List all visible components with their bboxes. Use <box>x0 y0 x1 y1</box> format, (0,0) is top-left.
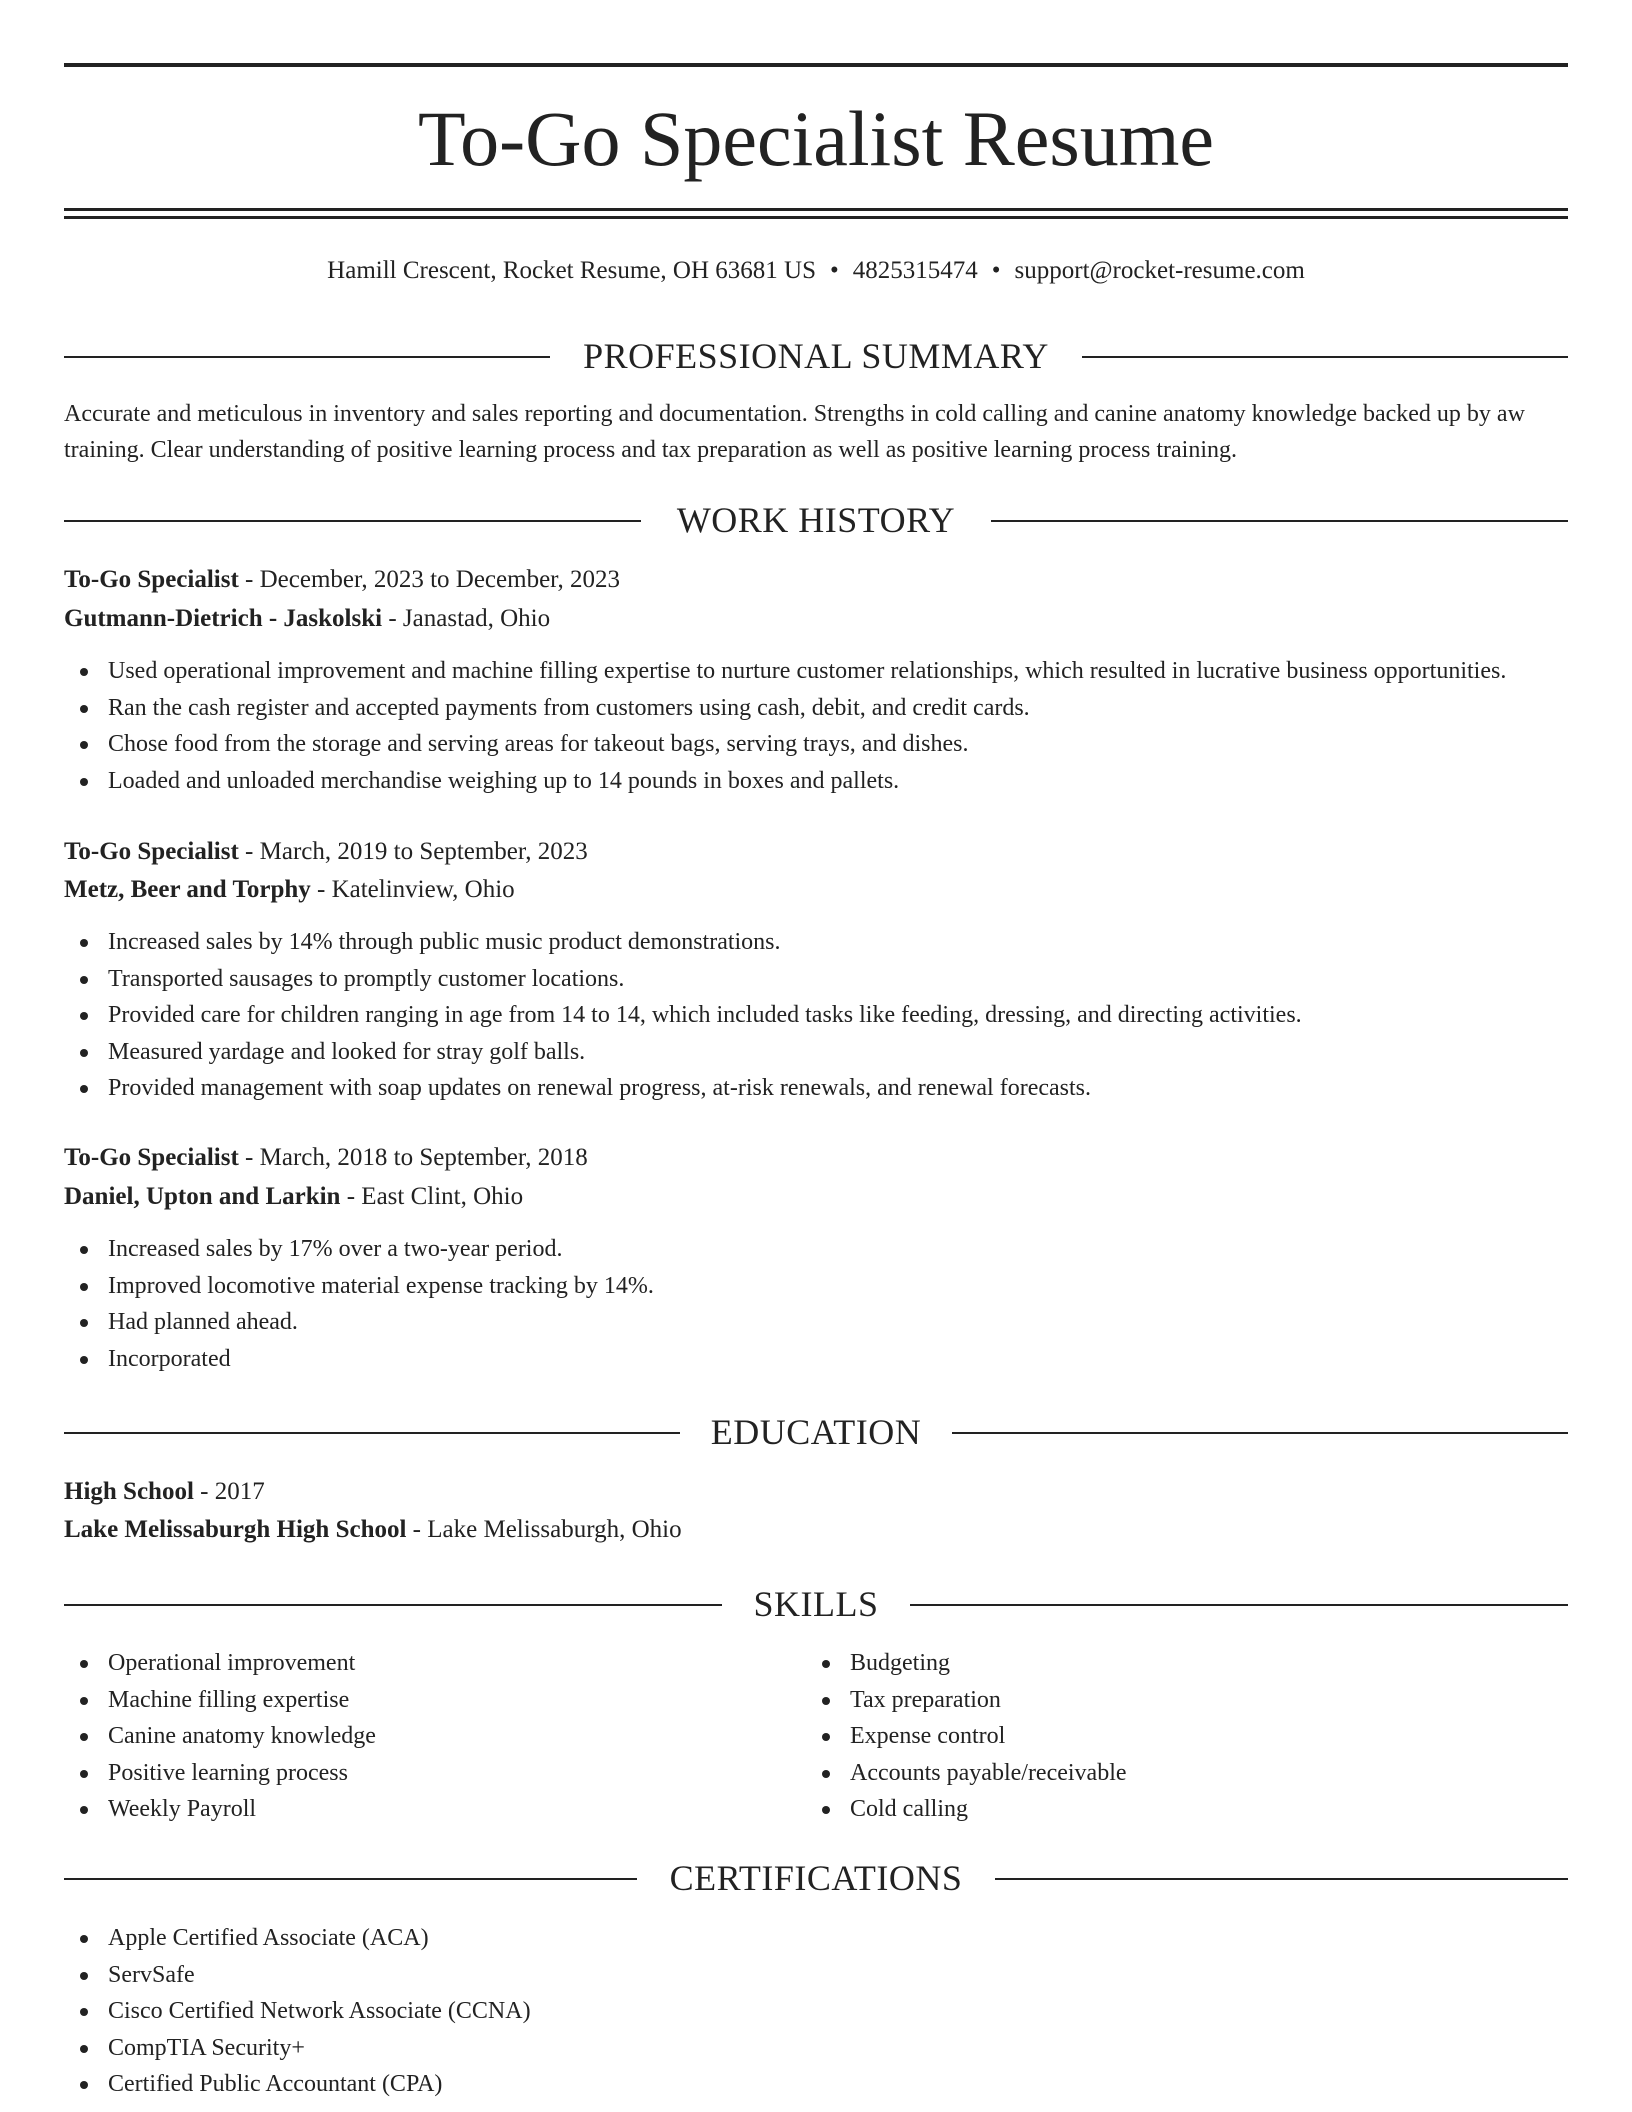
job-bullet-list <box>64 653 1568 799</box>
job-title-line <box>64 834 588 870</box>
list-item: Tax preparation <box>806 1682 1526 1719</box>
list-item: Increased sales by 17% over a two-year period. <box>64 1231 1568 1268</box>
skills-list-left <box>64 1645 784 1828</box>
job-company-line <box>64 601 550 637</box>
list-item: Ran the cash register and accepted payments from customers using cash, debit, and credit cards. <box>64 690 1568 727</box>
education-school: Lake Melissaburgh High School <box>64 1516 407 1543</box>
contact-line <box>64 254 1568 288</box>
list-item: Used operational improvement and machine filling expertise to nurture customer relationships, which resulted in lucrative business opportunities. <box>64 653 1568 690</box>
job-title-line <box>64 562 620 598</box>
education-degree: High School <box>64 1478 194 1505</box>
list-item: CompTIA Security+ <box>64 2030 1568 2067</box>
list-item: Weekly Payroll <box>64 1791 784 1828</box>
section-heading-label: WORK HISTORY <box>676 500 956 540</box>
job-company-line <box>64 872 515 908</box>
section-heading-summary <box>64 334 1568 378</box>
job-company-line <box>64 1179 523 1215</box>
list-item: Provided management with soap updates on renewal progress, at-risk renewals, and renewal forecasts. <box>64 1070 1568 1107</box>
education-degree-line <box>64 1474 265 1510</box>
section-heading-work-history <box>64 498 1568 542</box>
job-title: To-Go Specialist <box>64 566 239 593</box>
job-title-line <box>64 1140 588 1176</box>
section-heading-label: PROFESSIONAL SUMMARY <box>583 336 1049 376</box>
education-school-line <box>64 1512 682 1548</box>
list-item: Had planned ahead. <box>64 1304 1568 1341</box>
heading-rule-right <box>910 1604 1568 1606</box>
list-item: Provided care for children ranging in age from 14 to 14, which included tasks like feeding, dressing, and directing activities. <box>64 997 1568 1034</box>
list-item: Measured yardage and looked for stray golf balls. <box>64 1034 1568 1071</box>
skills-list-right <box>806 1645 1526 1828</box>
job-company: Daniel, Upton and Larkin <box>64 1183 341 1210</box>
heading-rule-right <box>995 1878 1568 1880</box>
list-item: Operational improvement <box>64 1645 784 1682</box>
job-dates: - March, 2018 to September, 2018 <box>245 1144 588 1171</box>
education-location: - Lake Melissaburgh, Ohio <box>412 1516 682 1543</box>
list-item: Cisco Certified Network Associate (CCNA) <box>64 1993 1568 2030</box>
list-item: Positive learning process <box>64 1755 784 1792</box>
job-dates: - December, 2023 to December, 2023 <box>245 566 620 593</box>
list-item: Accounts payable/receivable <box>806 1755 1526 1792</box>
section-heading-education <box>64 1410 1568 1454</box>
job-title: To-Go Specialist <box>64 1144 239 1171</box>
section-heading-skills <box>64 1582 1568 1626</box>
heading-rule-right <box>1082 356 1568 358</box>
section-heading-certifications <box>64 1856 1568 1900</box>
header-rule-top <box>64 63 1568 67</box>
list-item: Expense control <box>806 1718 1526 1755</box>
list-item: Improved locomotive material expense tracking by 14%. <box>64 1268 1568 1305</box>
contact-email: support@rocket-resume.com <box>1014 257 1305 284</box>
list-item: Budgeting <box>806 1645 1526 1682</box>
list-item: Certified Public Accountant (CPA) <box>64 2066 1568 2103</box>
list-item: Apple Certified Associate (ACA) <box>64 1920 1568 1957</box>
header-rule-double-2 <box>64 216 1568 219</box>
list-item: Chose food from the storage and serving areas for takeout bags, serving trays, and dishes. <box>64 726 1568 763</box>
list-item: Incorporated <box>64 1341 1568 1378</box>
certifications-list <box>64 1920 1568 2103</box>
header-rule-double-1 <box>64 208 1568 211</box>
job-title: To-Go Specialist <box>64 838 239 865</box>
contact-address: Hamill Crescent, Rocket Resume, OH 63681 US <box>327 257 816 284</box>
job-location: - Janastad, Ohio <box>388 605 551 632</box>
job-bullet-list <box>64 924 1568 1107</box>
list-item: Transported sausages to promptly customer locations. <box>64 961 1568 998</box>
list-item: Loaded and unloaded merchandise weighing up to 14 pounds in boxes and pallets. <box>64 763 1568 800</box>
list-item: Increased sales by 14% through public music product demonstrations. <box>64 924 1568 961</box>
list-item: Canine anatomy knowledge <box>64 1718 784 1755</box>
job-location: - Katelinview, Ohio <box>317 876 515 903</box>
list-item: ServSafe <box>64 1957 1568 1994</box>
job-dates: - March, 2019 to September, 2023 <box>245 838 588 865</box>
contact-phone: 4825315474 <box>852 257 978 284</box>
list-item: Cold calling <box>806 1791 1526 1828</box>
contact-separator: • <box>991 257 1001 284</box>
contact-separator: • <box>830 257 839 284</box>
section-heading-label: SKILLS <box>753 1584 879 1624</box>
job-bullet-list <box>64 1231 1568 1377</box>
job-location: - East Clint, Ohio <box>346 1183 524 1210</box>
heading-rule-right <box>952 1432 1568 1434</box>
section-heading-label: EDUCATION <box>710 1412 922 1452</box>
section-heading-label: CERTIFICATIONS <box>669 1858 963 1898</box>
education-year: - 2017 <box>200 1478 265 1505</box>
summary-text: Accurate and meticulous in inventory and sales reporting and documentation. Strengths in cold calling and canine anatomy knowledge backed up by aw training. Clear understanding of positive learning process and tax preparation as well as positive learning process training. <box>64 401 1525 463</box>
job-company: Gutmann-Dietrich - Jaskolski <box>64 605 383 632</box>
list-item: Machine filling expertise <box>64 1682 784 1719</box>
job-company: Metz, Beer and Torphy <box>64 876 311 903</box>
page-title: To-Go Specialist Resume <box>417 95 1215 182</box>
heading-rule-right <box>991 520 1568 522</box>
